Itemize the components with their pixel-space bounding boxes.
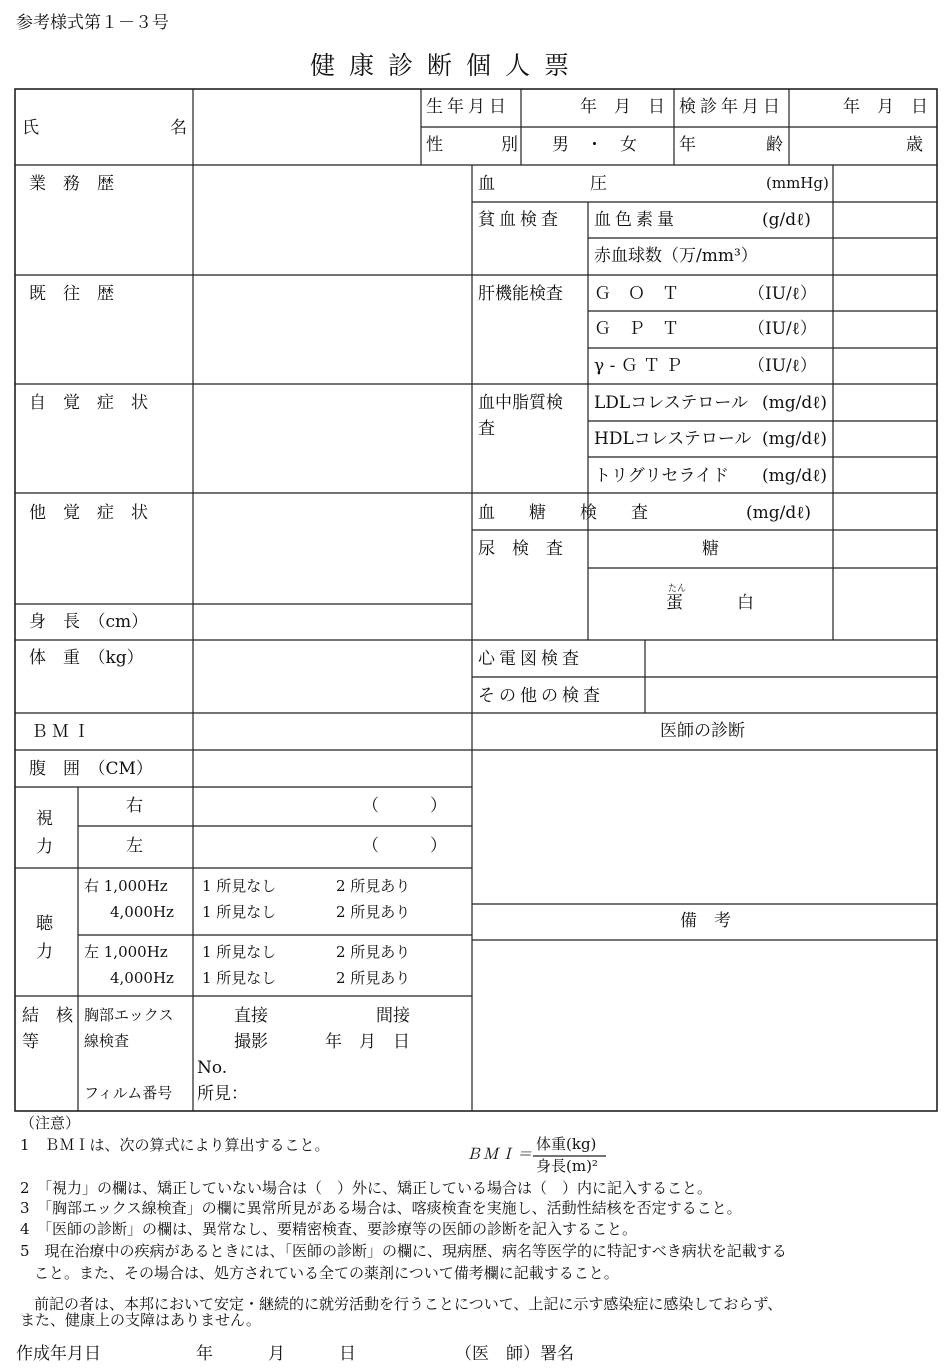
subjective-symptoms-label: 自 覚 症 状 xyxy=(29,393,148,413)
hemoglobin-label: 血色素量 xyxy=(594,210,678,230)
name-field[interactable] xyxy=(194,90,420,164)
finding-none-option[interactable]: 1 所見なし xyxy=(202,969,277,987)
chest-xray-label-1: 胸部エックス xyxy=(84,1006,174,1024)
urine-sugar-label: 糖 xyxy=(702,539,719,559)
remarks-header: 備 考 xyxy=(680,911,731,931)
remarks-field[interactable] xyxy=(473,941,936,1110)
hdl-unit: (mg/dℓ) xyxy=(762,429,828,449)
urine-test-label: 尿 検 査 xyxy=(478,539,563,559)
vision-left-field[interactable]: （ ） xyxy=(362,836,447,856)
liver-test-label: 肝機能検査 xyxy=(478,284,563,304)
height-label: 身 長 （cm） xyxy=(29,612,149,632)
sex-options[interactable]: 男 ・ 女 xyxy=(552,135,637,155)
bmi-formula-lhs: ＢＭＩ＝ xyxy=(466,1145,535,1163)
vision-right-field[interactable]: （ ） xyxy=(362,796,447,816)
age-label-1: 年 xyxy=(679,135,696,155)
bmi-label: ＢＭＩ xyxy=(31,722,94,742)
dob-field[interactable]: 年 月 日 xyxy=(580,97,665,117)
age-unit: 歳 xyxy=(906,135,923,155)
finding-none-option[interactable]: 1 所見なし xyxy=(202,877,277,895)
hemoglobin-unit: (g/dℓ) xyxy=(762,210,811,230)
got-unit: （IU/ℓ） xyxy=(748,284,817,304)
diagnosis-field[interactable] xyxy=(473,751,936,903)
tb-label-1: 結 核 xyxy=(22,1006,73,1026)
past-history-label: 既 往 歴 xyxy=(29,284,114,304)
blood-glucose-label: 血 糖 検 査 xyxy=(478,503,648,523)
ecg-label: 心電図検査 xyxy=(478,649,583,669)
notes-heading: （注意） xyxy=(20,1114,81,1132)
finding-none-option[interactable]: 1 所見なし xyxy=(202,903,277,921)
hearing-left-4k: 4,000Hz xyxy=(110,969,174,987)
exam-date-field[interactable]: 年 月 日 xyxy=(843,97,928,117)
rbc-label: 赤血球数（万/mm³） xyxy=(594,246,758,266)
created-date-label: 作成年月日 xyxy=(16,1344,101,1364)
weight-label: 体 重 （kg） xyxy=(29,648,144,668)
chest-xray-label-2: 線検査 xyxy=(84,1032,130,1050)
ldl-label: LDLコレステロール xyxy=(594,393,749,413)
exam-date-label: 検診年月日 xyxy=(679,97,784,117)
finding-present-option[interactable]: 2 所見あり xyxy=(336,943,411,961)
vision-label: 視力 xyxy=(36,809,53,857)
objective-symptoms-label: 他 覚 症 状 xyxy=(29,503,148,523)
finding-present-option[interactable]: 2 所見あり xyxy=(336,903,411,921)
dob-label: 生年月日 xyxy=(426,97,510,117)
statement-line-2: また、健康上の支障はありません。 xyxy=(20,1311,261,1329)
lipid-test-label-1: 血中脂質検 xyxy=(478,393,563,413)
triglyceride-label: トリグリセライド xyxy=(594,466,729,486)
ggtp-label: γ - Ｇ Ｔ Ｐ xyxy=(594,356,683,376)
direct-option[interactable]: 直接 xyxy=(234,1006,268,1026)
triglyceride-unit: (mg/dℓ) xyxy=(762,466,828,486)
waist-label: 腹 囲 （CM） xyxy=(29,759,153,779)
vision-right-label: 右 xyxy=(126,796,143,816)
xray-findings-field[interactable]: 所見： xyxy=(197,1084,248,1104)
bp-label-1: 血 xyxy=(478,174,495,194)
sex-label-1: 性 xyxy=(426,135,443,155)
gpt-unit: （IU/ℓ） xyxy=(748,319,817,339)
gpt-label: Ｇ Ｐ Ｔ xyxy=(594,319,679,339)
age-label-2: 齢 xyxy=(766,135,783,155)
created-day[interactable]: 日 xyxy=(339,1344,356,1364)
note-5b: こと。また、その場合は、処方されている全ての薬剤について備考欄に記載すること。 xyxy=(34,1264,619,1282)
name-label-1: 氏 xyxy=(22,118,39,138)
statement-line-1: 前記の者は、本邦において安定・継続的に就労活動を行うことについて、上記に示す感染症に感染しておらず、 xyxy=(34,1295,783,1313)
vision-left-label: 左 xyxy=(126,836,143,856)
form-number: 参考様式第１－３号 xyxy=(16,13,169,33)
urine-protein-label-1: 蛋 xyxy=(666,593,683,613)
anemia-test-label: 貧血検査 xyxy=(478,210,562,230)
bmi-formula-denominator: 身長(m)² xyxy=(536,1157,598,1175)
film-no-field[interactable]: No. xyxy=(197,1058,228,1078)
protein-ruby: たん xyxy=(668,584,687,594)
doctor-signature[interactable]: （医 師）署名 xyxy=(455,1344,574,1364)
imaging-date-field[interactable]: 年 月 日 xyxy=(325,1032,410,1052)
lipid-test-label-2: 査 xyxy=(478,419,495,439)
page-title: 健康診断個人票 xyxy=(310,51,584,80)
finding-none-option[interactable]: 1 所見なし xyxy=(202,943,277,961)
finding-present-option[interactable]: 2 所見あり xyxy=(336,969,411,987)
hearing-label: 聴力 xyxy=(36,914,53,962)
created-year[interactable]: 年 xyxy=(196,1344,213,1364)
other-tests-label: その他の検査 xyxy=(478,686,604,706)
sex-label-2: 別 xyxy=(501,135,518,155)
finding-present-option[interactable]: 2 所見あり xyxy=(336,877,411,895)
blood-glucose-unit: (mg/dℓ) xyxy=(746,503,812,523)
note-1: 1 ＢＭＩは、次の算式により算出すること。 xyxy=(20,1136,330,1154)
hearing-right-1k: 右 1,000Hz xyxy=(84,877,168,895)
tb-label-2: 等 xyxy=(22,1032,39,1052)
work-history-label: 業 務 歴 xyxy=(29,174,114,194)
note-3: 3 「胸部エックス線検査」の欄に異常所見がある場合は、喀痰検査を実施し、活動性結核を否定すること。 xyxy=(20,1199,742,1217)
bp-label-2: 圧 xyxy=(590,174,607,194)
hdl-label: HDLコレステロール xyxy=(594,429,752,449)
hearing-right-4k: 4,000Hz xyxy=(110,903,174,921)
film-number-label: フィルム番号 xyxy=(84,1084,173,1102)
note-4: 4 「医師の診断」の欄は、異常なし、要精密検査、要診療等の医師の診断を記入すること。 xyxy=(20,1220,638,1238)
note-5a: 5 現在治療中の疾病があるときには、「医師の診断」の欄に、現病歴、病名等医学的に特記すべき病状を記載する xyxy=(20,1242,787,1260)
diagnosis-header: 医師の診断 xyxy=(660,721,745,741)
hearing-left-1k: 左 1,000Hz xyxy=(84,943,168,961)
bmi-formula-numerator: 体重(kg) xyxy=(536,1135,597,1153)
imaging-label: 撮影 xyxy=(234,1032,268,1052)
note-2: 2 「視力」の欄は、矯正していない場合は（ ）外に、矯正している場合は（ ）内に記入すること。 xyxy=(20,1179,713,1197)
created-month[interactable]: 月 xyxy=(268,1344,285,1364)
bp-unit: (mmHg) xyxy=(766,174,829,192)
ldl-unit: (mg/dℓ) xyxy=(762,393,828,413)
urine-protein-label-2: 白 xyxy=(737,593,754,613)
indirect-option[interactable]: 間接 xyxy=(376,1006,410,1026)
got-label: Ｇ Ｏ Ｔ xyxy=(594,284,679,304)
ggtp-unit: （IU/ℓ） xyxy=(748,356,817,376)
name-label-2: 名 xyxy=(170,118,187,138)
